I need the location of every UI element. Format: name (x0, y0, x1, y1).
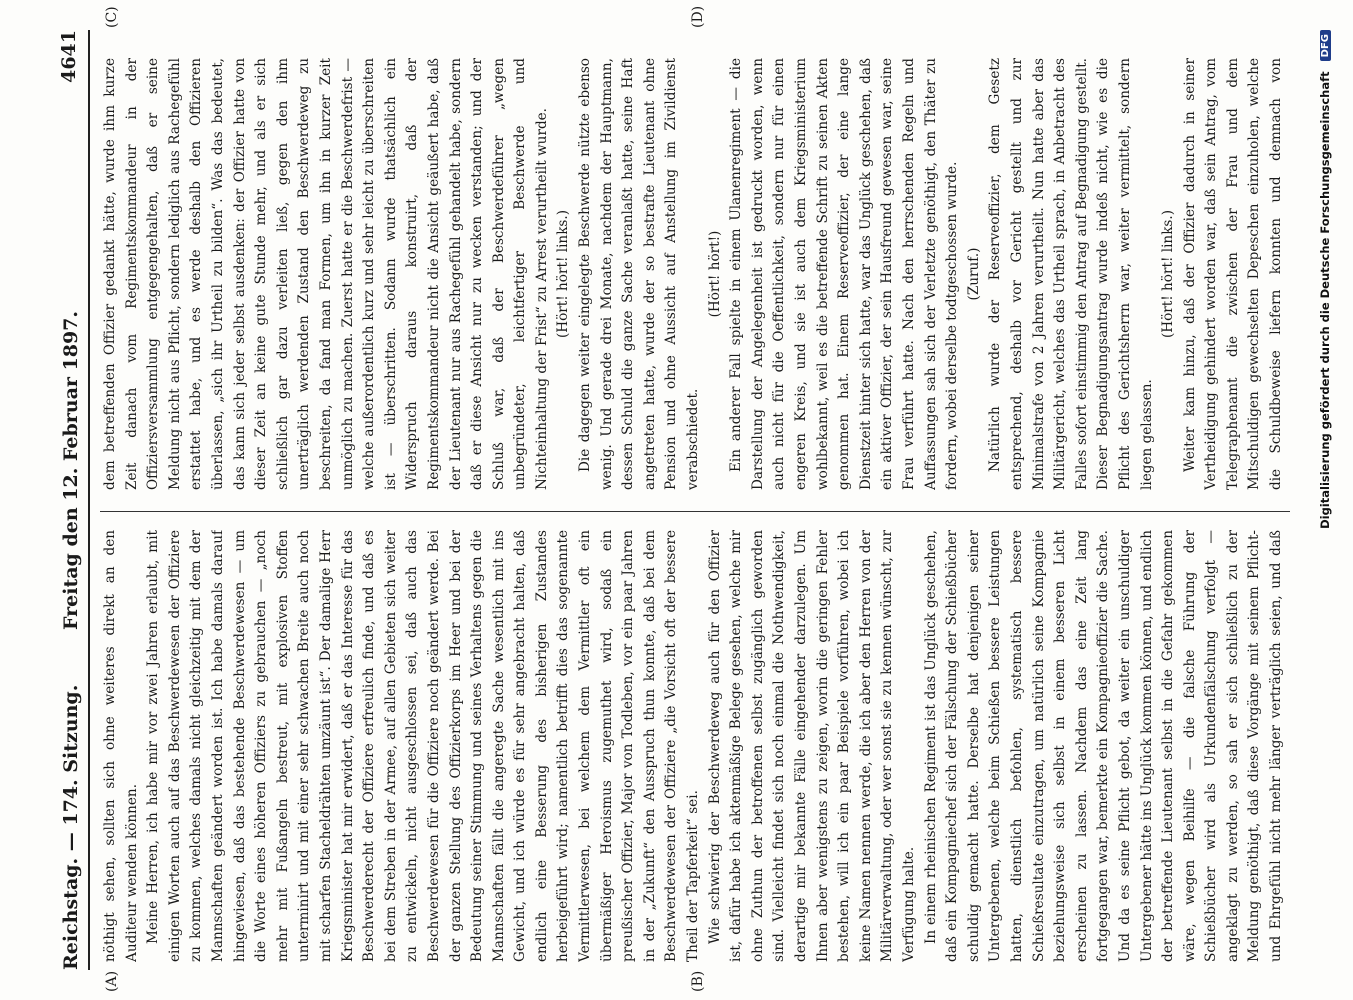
dfg-logo: DFG (1320, 30, 1331, 61)
header-session: Reichstag. — 174. Sitzung. (60, 684, 82, 970)
interjection: (Zuruf.) (965, 247, 982, 301)
paragraph: Die dagegen weiter eingelegte Beschwerde nützte ebenso wenig. Und gerade drei Monate, nachdem der Hauptmann, dessen Schuld die ganze Sache veranlaßt hatte, seine Haft angetreten hatte, wurde der so bestrafte Lieutenant ohne Pension und ohne Aussicht auf Anstellung im Zivildienst verabschiedet. (577, 58, 702, 490)
paragraph: Ein anderer Fall spielte in einem Ulanenregiment — die Darstellung der Angelegenheit ist gedruckt worden, wenn auch nicht für die Oeffentlichkeit, sondern nur für einen engeren Kreis, und sie ist auch dem Kriegsministerium wohlbekannt, weil es die betreffende Schrift zu seinen Akten genommen hat. Einem Reserveoffizier, der eine lange Dienstzeit hinter sich hatte, war das Unglück geschehen, daß ein aktiver Offizier, der sein Hausfreund gewesen war, seine Frau verführt hatte. Nach den herrschenden Regeln und Auffassungen sah sich der Verletzte genöthigt, den Thäter zu fordern, wobei derselbe todtgeschossen wurde. (728, 58, 961, 490)
interjection: (Hört! hört! links.) (1160, 209, 1177, 339)
paragraph: Natürlich wurde der Reserveoffizier, dem Gesetz entsprechend, deshalb vor Gericht gestellt und zur Minimalstrafe von 2 Jahren verurtheilt. Nun hatte aber das Militärgericht, welches das Urtheil sprach, in Anbetracht des Falles sofort einstimmig den Antrag auf Begnadigung gestellt. Dieser Begnadigungsantrag wurde indeß nicht, wie es die Pflicht des Gerichtsherrn war, weiter vermittelt, sondern liegen gelassen. (987, 58, 1155, 490)
digitization-credit (1318, 30, 1332, 970)
paragraph: Weiter kam hinzu, daß der Offizier dadurch in seiner Vertheidigung gehindert worden war, daß sein Antrag, vom Telegraphenamt die zwischen der Frau und dem Mitschuldigen gewechselten Depeschen einzuholen, welche die Schuldbeweise liefern konnten und demnach von (1181, 58, 1285, 490)
header-date: Freitag den 12. Februar 1897. (60, 310, 82, 630)
paragraph: Wie schwierig der Beschwerdeweg auch für den Offizier ist, dafür habe ich aktenmäßige Belege gesehen, welche mir ohne Zuthun der betroffenen selbst zugänglich geworden sind. Vielleicht findet sich noch einmal die Nothwendigkeit, derartige mir bekannte Fälle eingehender darzulegen. Um Ihnen aber wenigstens zu zeigen, worin die geringen Fehler bestehen, will ich ein paar Beispiele vorführen, wobei ich keine Namen nennen werde, die ich aber den Herren von der Militärverwaltung, oder wer sonst sie zu kennen wünscht, zur Verfügung halte. (706, 530, 917, 962)
paragraph: nöthigt sehen, sollten sich ohne weiteres direkt an den Auditeur wenden können. (102, 530, 140, 962)
margin-mark-c: (C) (104, 6, 120, 28)
paragraph: In einem rheinischen Regiment ist das Unglück geschehen, daß ein Kompagniechef sich der Fälschung der Schießbücher schuldig gemacht hatte. Derselbe hat denjenigen seiner Untergebenen, welche beim Schießen bessere Leistungen hatten, dienstlich befohlen, systematisch bessere Schießresultate einzutragen, um natürlich seine Kompagnie beziehungsweise sich selbst in einem besseren Licht erscheinen zu lassen. Nachdem das eine Zeit lang fortgegangen war, bemerkte ein Kompagnieoffizier die Sache. Und da es seine Pflicht gebot, da weiter ein unschuldiger Untergebener hätte ins Unglück kommen können, und endlich der betreffende Lieutenant selbst in die Gefahr gekommen wäre, wegen Beihilfe — die falsche Führung der Schießbücher wird als Urkundenfälschung verfolgt — angeklagt zu werden, so sah er sich schließlich zu der Meldung genöthigt, daß diese Vorgänge mit seinem Pflicht- und Ehrgefühl nicht mehr länger verträglich seien, und daß (922, 530, 1285, 962)
paragraph: Meine Herren, ich habe mir vor zwei Jahren erlaubt, mit einigen Worten auch auf das Beschwerdewesen der Offiziere zu kommen, welches damals nicht gleichzeitig mit dem der Mannschaften geändert worden ist. Ich habe damals darauf hingewiesen, daß das bestehende Beschwerdewesen — um die Worte eines höheren Offiziers zu gebrauchen — „noch mehr mit Fußangeln bestreut, mit explosiven Stoffen unterminirt und mit einer sehr schwachen Breite auch noch mit scharfen Stacheldrähten umzäunt ist“. Der damalige Herr Kriegsminister hat mir erwidert, daß er das Interesse für das Beschwerderecht der Offiziere erfreulich finde, und daß es bei dem Streben in der Armee, auf allen Gebieten sich weiter zu entwickeln, nicht ausgeschlossen sei, daß auch das Beschwerdewesen für die Offiziere noch geändert werde. Bei der ganzen Stellung des Offizierkorps im Heer und bei der Bedeutung seiner Stimmung und seines Verhaltens gegen die Mannschaften fällt die angeregte Sache wesentlich mit ins Gewicht, und ich würde es für sehr angebracht halten, daß endlich eine Besserung des bisherigen Zustandes herbeigeführt wird; namentlich betrifft dies das sogenannte Vermittlerwesen, bei welchem dem Vermittler oft ein übermäßiger Heroismus zugemuthet wird, sodaß ein preußischer Offizier, Major von Todleben, vor ein paar Jahren in der „Zukunft“ den Ausspruch thun konnte, daß bei dem Beschwerdewesen der Offiziere „die Vorsicht oft der bessere Theil der Tapferkeit“ sei. (145, 530, 702, 962)
column-divider (100, 511, 1290, 512)
page-number: 4641 (58, 30, 80, 83)
paragraph: dem betreffenden Offizier gedankt hätte, wurde ihm kurze Zeit danach vom Regimentskommandeur in der Offiziersversammlung entgegengehalten, daß er seine Meldung nicht aus Pflicht, sondern lediglich aus Rachegefühl erstattet habe, und es werde deshalb den Offizieren überlassen, „sich ihr Urtheil zu bilden“. Was das bedeutet, das kann sich jeder selbst ausdenken: der Offizier hatte von dieser Zeit an keine gute Stunde mehr, und als er sich schließlich gar dazu verleiten ließ, gegen den ihm unerträglich werdenden Zustand den Beschwerdeweg zu beschreiten, da fand man Formen, um ihn in kurzer Zeit unmöglich zu machen. Zuerst hatte er die Beschwerdefrist — welche außerordentlich kurz und sehr leicht zu überschreiten ist — überschritten. Sodann wurde thatsächlich ein Widerspruch daraus konstruirt, daß der Regimentskommandeur nicht die Ansicht geäußert habe, daß der Lieutenant nur aus Rachegefühl gehandelt habe, sondern daß er diese Ansicht nur zu wecken verstanden; und der Schluß war, daß der Beschwerdeführer „wegen unbegründeter, leichtfertiger Beschwerde und Nichteinhaltung der Frist“ zu Arrest verurtheilt wurde. (102, 58, 550, 490)
margin-mark-a: (A) (104, 970, 120, 992)
margin-mark-b: (B) (690, 970, 706, 992)
interjection: (Hört! hört!) (706, 230, 723, 318)
page-header (58, 30, 90, 970)
left-column (100, 530, 1290, 962)
interjection: (Hört! hört! links.) (555, 209, 572, 339)
margin-mark-d: (D) (690, 5, 706, 28)
right-column (100, 58, 1290, 490)
credit-text: Digitalisierung gefördert durch die Deutsche Forschungsgemeinschaft (1318, 71, 1332, 529)
